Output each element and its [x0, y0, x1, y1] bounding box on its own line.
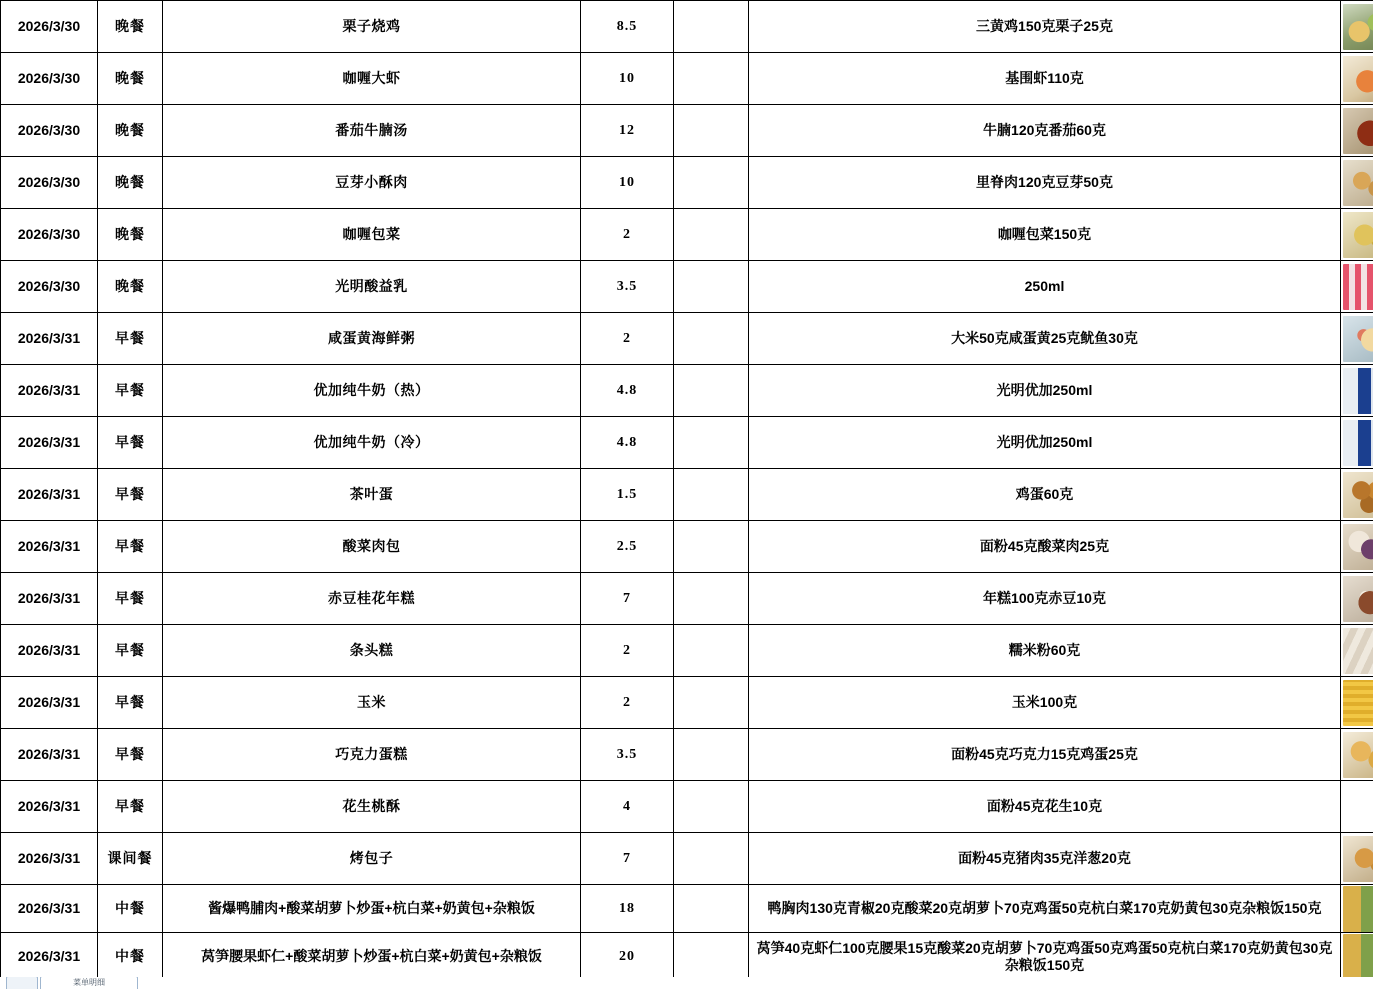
cell-meal[interactable]: 晚餐: [98, 1, 163, 53]
cell-ingredients[interactable]: 面粉45克酸菜肉25克: [749, 521, 1341, 573]
dish-photo-icon: [1343, 576, 1373, 622]
table-row[interactable]: [1, 625, 1373, 677]
dish-photo-icon: [1343, 212, 1373, 258]
cell-meal[interactable]: 晚餐: [98, 53, 163, 105]
cell-date[interactable]: 2026/3/31: [1, 573, 98, 625]
dish-photo-icon: [1343, 4, 1373, 50]
cell-meal[interactable]: 晚餐: [98, 261, 163, 313]
cell-blank[interactable]: [674, 469, 749, 521]
cell-dish-name[interactable]: 茶叶蛋: [163, 469, 581, 521]
cell-price[interactable]: 3.5: [581, 729, 674, 781]
cell-date[interactable]: 2026/3/30: [1, 261, 98, 313]
dish-photo-icon: [1343, 316, 1373, 362]
cell-price[interactable]: 2: [581, 625, 674, 677]
cell-meal[interactable]: 早餐: [98, 677, 163, 729]
cell-blank[interactable]: [674, 933, 749, 981]
cell-date[interactable]: 2026/3/30: [1, 209, 98, 261]
cell-dish-image[interactable]: [1341, 573, 1373, 625]
cell-dish-name[interactable]: 条头糕: [163, 625, 581, 677]
cell-blank[interactable]: [674, 209, 749, 261]
cell-dish-image[interactable]: [1341, 105, 1373, 157]
dish-photo-icon: [1343, 732, 1373, 778]
cell-ingredients[interactable]: 里脊肉120克豆芽50克: [749, 157, 1341, 209]
cell-meal[interactable]: 早餐: [98, 521, 163, 573]
cell-ingredients[interactable]: 面粉45克巧克力15克鸡蛋25克: [749, 729, 1341, 781]
cell-date[interactable]: 2026/3/31: [1, 677, 98, 729]
cell-ingredients[interactable]: 莴笋40克虾仁100克腰果15克酸菜20克胡萝卜70克鸡蛋50克鸡蛋50克杭白菜170克奶黄包30克杂粮饭150克: [749, 933, 1341, 981]
cell-blank[interactable]: [674, 365, 749, 417]
cell-dish-image[interactable]: [1341, 833, 1373, 885]
cell-dish-image[interactable]: [1341, 209, 1373, 261]
cell-meal[interactable]: 晚餐: [98, 209, 163, 261]
dish-photo-icon: [1343, 886, 1373, 932]
cell-blank[interactable]: [674, 677, 749, 729]
cell-blank[interactable]: [674, 261, 749, 313]
cell-ingredients[interactable]: 咖喱包菜150克: [749, 209, 1341, 261]
sheet-tab-active[interactable]: 菜单明细: [40, 977, 138, 989]
cell-price[interactable]: 2: [581, 677, 674, 729]
cell-date[interactable]: 2026/3/31: [1, 933, 98, 981]
cell-ingredients[interactable]: 三黄鸡150克栗子25克: [749, 1, 1341, 53]
cell-price[interactable]: 7: [581, 833, 674, 885]
cell-meal[interactable]: 早餐: [98, 365, 163, 417]
cell-ingredients[interactable]: 光明优加250ml: [749, 417, 1341, 469]
cell-meal[interactable]: 晚餐: [98, 105, 163, 157]
cell-dish-name[interactable]: 豆芽小酥肉: [163, 157, 581, 209]
cell-ingredients[interactable]: 面粉45克花生10克: [749, 781, 1341, 833]
table-row[interactable]: [1, 105, 1373, 157]
cell-blank[interactable]: [674, 833, 749, 885]
cell-ingredients[interactable]: 面粉45克猪肉35克洋葱20克: [749, 833, 1341, 885]
table-row[interactable]: [1, 573, 1373, 625]
cell-blank[interactable]: [674, 53, 749, 105]
dish-photo-icon: [1343, 628, 1373, 674]
cell-meal[interactable]: 晚餐: [98, 157, 163, 209]
cell-blank[interactable]: [674, 417, 749, 469]
cell-price[interactable]: 7: [581, 573, 674, 625]
cell-blank[interactable]: [674, 521, 749, 573]
cell-dish-image[interactable]: [1341, 261, 1373, 313]
table-row[interactable]: [1, 313, 1373, 365]
cell-ingredients[interactable]: 鸡蛋60克: [749, 469, 1341, 521]
table-row[interactable]: [1, 885, 1373, 933]
cell-dish-image[interactable]: [1341, 53, 1373, 105]
sheet-tab-nav[interactable]: [6, 977, 38, 989]
cell-date[interactable]: 2026/3/31: [1, 625, 98, 677]
cell-price[interactable]: 20: [581, 933, 674, 981]
cell-price[interactable]: 4.8: [581, 417, 674, 469]
cell-price[interactable]: 1.5: [581, 469, 674, 521]
dish-photo-icon: [1343, 472, 1373, 518]
cell-price[interactable]: 4: [581, 781, 674, 833]
table-row[interactable]: [1, 365, 1373, 417]
cell-dish-name[interactable]: 赤豆桂花年糕: [163, 573, 581, 625]
cell-meal[interactable]: 中餐: [98, 885, 163, 933]
cell-ingredients[interactable]: 250ml: [749, 261, 1341, 313]
cell-price[interactable]: 4.8: [581, 365, 674, 417]
table-row[interactable]: [1, 729, 1373, 781]
cell-price[interactable]: 2: [581, 209, 674, 261]
cell-ingredients[interactable]: 基围虾110克: [749, 53, 1341, 105]
cell-dish-name[interactable]: 咖喱包菜: [163, 209, 581, 261]
cell-dish-name[interactable]: 光明酸益乳: [163, 261, 581, 313]
cell-dish-name[interactable]: 酱爆鸭脯肉+酸菜胡萝卜炒蛋+杭白菜+奶黄包+杂粮饭: [163, 885, 581, 933]
cell-blank[interactable]: [674, 781, 749, 833]
cell-price[interactable]: 18: [581, 885, 674, 933]
cell-dish-image[interactable]: [1341, 625, 1373, 677]
cell-date[interactable]: 2026/3/31: [1, 781, 98, 833]
cell-dish-name[interactable]: 优加纯牛奶（热）: [163, 365, 581, 417]
dish-photo-icon: [1343, 784, 1373, 830]
table-row[interactable]: [1, 157, 1373, 209]
cell-date[interactable]: 2026/3/31: [1, 365, 98, 417]
sheet-tab-bar: [0, 977, 1373, 989]
table-row[interactable]: [1, 209, 1373, 261]
cell-dish-name[interactable]: 莴笋腰果虾仁+酸菜胡萝卜炒蛋+杭白菜+奶黄包+杂粮饭: [163, 933, 581, 981]
table-row[interactable]: [1, 781, 1373, 833]
cell-date[interactable]: 2026/3/31: [1, 833, 98, 885]
cell-dish-image[interactable]: [1341, 157, 1373, 209]
cell-price[interactable]: 2.5: [581, 521, 674, 573]
cell-ingredients[interactable]: 牛腩120克番茄60克: [749, 105, 1341, 157]
cell-dish-name[interactable]: 烤包子: [163, 833, 581, 885]
cell-meal[interactable]: 课间餐: [98, 833, 163, 885]
cell-meal[interactable]: 早餐: [98, 469, 163, 521]
cell-dish-name[interactable]: 巧克力蛋糕: [163, 729, 581, 781]
dish-photo-icon: [1343, 420, 1373, 466]
cell-blank[interactable]: [674, 313, 749, 365]
cell-date[interactable]: 2026/3/31: [1, 469, 98, 521]
cell-date[interactable]: 2026/3/30: [1, 157, 98, 209]
cell-dish-image[interactable]: [1341, 885, 1373, 933]
table-row[interactable]: [1, 417, 1373, 469]
cell-dish-image[interactable]: [1341, 417, 1373, 469]
cell-blank[interactable]: [674, 1, 749, 53]
dish-photo-icon: [1343, 934, 1373, 980]
cell-price[interactable]: 10: [581, 157, 674, 209]
table-row[interactable]: [1, 677, 1373, 729]
cell-ingredients[interactable]: 光明优加250ml: [749, 365, 1341, 417]
table-row[interactable]: [1, 833, 1373, 885]
cell-ingredients[interactable]: 年糕100克赤豆10克: [749, 573, 1341, 625]
cell-date[interactable]: 2026/3/31: [1, 417, 98, 469]
dish-photo-icon: [1343, 836, 1373, 882]
dish-photo-icon: [1343, 56, 1373, 102]
cell-meal[interactable]: 早餐: [98, 313, 163, 365]
dish-photo-icon: [1343, 524, 1373, 570]
cell-price[interactable]: 3.5: [581, 261, 674, 313]
cell-ingredients[interactable]: 玉米100克: [749, 677, 1341, 729]
cell-meal[interactable]: 早餐: [98, 781, 163, 833]
cell-dish-name[interactable]: 酸菜肉包: [163, 521, 581, 573]
cell-date[interactable]: 2026/3/31: [1, 885, 98, 933]
cell-dish-image[interactable]: [1341, 365, 1373, 417]
cell-price[interactable]: 12: [581, 105, 674, 157]
cell-dish-image[interactable]: [1341, 933, 1373, 981]
cell-price[interactable]: 2: [581, 313, 674, 365]
cell-meal[interactable]: 早餐: [98, 417, 163, 469]
cell-meal[interactable]: 早餐: [98, 729, 163, 781]
cell-dish-image[interactable]: [1341, 469, 1373, 521]
dish-photo-icon: [1343, 160, 1373, 206]
cell-dish-image[interactable]: [1341, 781, 1373, 833]
cell-dish-image[interactable]: [1341, 1, 1373, 53]
cell-dish-name[interactable]: 栗子烧鸡: [163, 1, 581, 53]
cell-date[interactable]: 2026/3/30: [1, 1, 98, 53]
cell-date[interactable]: 2026/3/31: [1, 521, 98, 573]
cell-meal[interactable]: 中餐: [98, 933, 163, 981]
cell-dish-name[interactable]: 番茄牛腩汤: [163, 105, 581, 157]
cell-dish-image[interactable]: [1341, 313, 1373, 365]
dish-photo-icon: [1343, 368, 1373, 414]
table-row[interactable]: [1, 1, 1373, 53]
cell-dish-name[interactable]: 咸蛋黄海鲜粥: [163, 313, 581, 365]
table-row[interactable]: [1, 53, 1373, 105]
cell-date[interactable]: 2026/3/30: [1, 53, 98, 105]
dish-photo-icon: [1343, 680, 1373, 726]
table-row[interactable]: [1, 521, 1373, 573]
dish-photo-icon: [1343, 264, 1373, 310]
cell-meal[interactable]: 早餐: [98, 625, 163, 677]
cell-dish-name[interactable]: 玉米: [163, 677, 581, 729]
cell-date[interactable]: 2026/3/31: [1, 729, 98, 781]
cell-ingredients[interactable]: 大米50克咸蛋黄25克鱿鱼30克: [749, 313, 1341, 365]
menu-table-body: [1, 1, 1373, 981]
cell-dish-name[interactable]: 咖喱大虾: [163, 53, 581, 105]
cell-price[interactable]: 10: [581, 53, 674, 105]
table-row[interactable]: [1, 933, 1373, 981]
cell-ingredients[interactable]: 鸭胸肉130克青椒20克酸菜20克胡萝卜70克鸡蛋50克杭白菜170克奶黄包30克杂粮饭150克: [749, 885, 1341, 933]
cell-dish-name[interactable]: 优加纯牛奶（冷）: [163, 417, 581, 469]
cell-price[interactable]: 8.5: [581, 1, 674, 53]
table-row[interactable]: [1, 261, 1373, 313]
table-row[interactable]: [1, 469, 1373, 521]
cell-blank[interactable]: [674, 105, 749, 157]
cell-date[interactable]: 2026/3/31: [1, 313, 98, 365]
cell-dish-image[interactable]: [1341, 677, 1373, 729]
cell-blank[interactable]: [674, 625, 749, 677]
cell-blank[interactable]: [674, 729, 749, 781]
dish-photo-icon: [1343, 108, 1373, 154]
cell-dish-name[interactable]: 花生桃酥: [163, 781, 581, 833]
cell-ingredients[interactable]: 糯米粉60克: [749, 625, 1341, 677]
cell-blank[interactable]: [674, 885, 749, 933]
cell-dish-image[interactable]: [1341, 521, 1373, 573]
cell-blank[interactable]: [674, 573, 749, 625]
cell-meal[interactable]: 早餐: [98, 573, 163, 625]
cell-blank[interactable]: [674, 157, 749, 209]
cell-date[interactable]: 2026/3/30: [1, 105, 98, 157]
cell-dish-image[interactable]: [1341, 729, 1373, 781]
